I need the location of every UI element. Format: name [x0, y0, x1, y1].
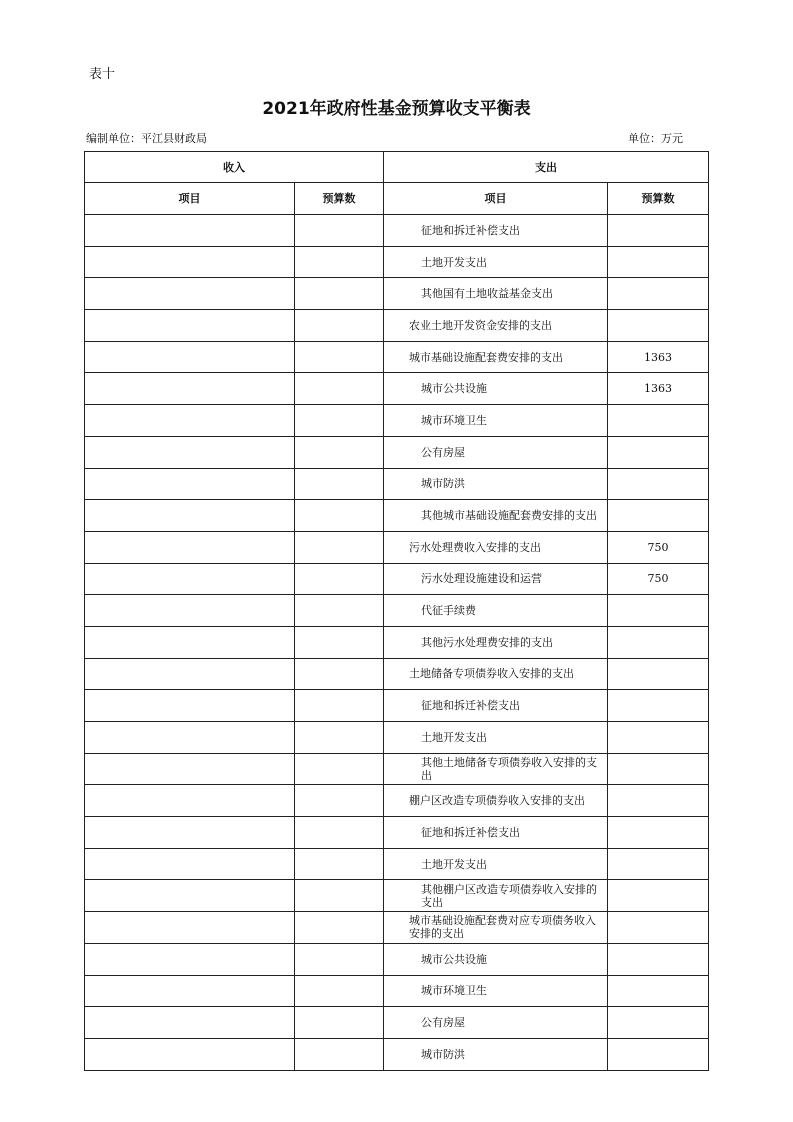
table-row	[85, 215, 709, 247]
expense-item-label: 公有房屋	[421, 1016, 465, 1030]
income-item-cell	[85, 405, 295, 437]
expense-item-header: 项目	[384, 183, 608, 215]
table-row	[85, 278, 709, 310]
income-item-cell	[85, 595, 295, 627]
income-budget-cell	[295, 912, 384, 944]
table-row	[85, 943, 709, 975]
expense-budget-cell	[608, 722, 709, 754]
income-item-cell	[85, 1038, 295, 1070]
income-item-cell	[85, 341, 295, 373]
expense-item-label: 其他污水处理费安排的支出	[421, 635, 553, 649]
income-item-cell	[85, 1007, 295, 1039]
income-budget-cell	[295, 341, 384, 373]
table-row	[85, 817, 709, 849]
table-row	[85, 626, 709, 658]
expense-budget-cell	[608, 468, 709, 500]
table-number: 表十	[89, 67, 116, 82]
income-item-cell	[85, 848, 295, 880]
expense-item-cell	[384, 880, 608, 912]
expense-item-label: 城市防洪	[421, 477, 465, 491]
expense-item-cell	[384, 246, 608, 278]
income-item-cell	[85, 722, 295, 754]
expense-item-label: 城市基础设施配套费安排的支出	[409, 350, 563, 364]
expense-item-cell	[384, 753, 608, 785]
income-budget-cell	[295, 658, 384, 690]
expense-item-label: 城市公共设施	[421, 952, 487, 966]
expense-header: 支出	[384, 152, 709, 183]
expense-item-label: 其他国有土地收益基金支出	[421, 287, 553, 301]
expense-item-label: 棚户区改造专项债券收入安排的支出	[409, 794, 585, 808]
income-item-cell	[85, 246, 295, 278]
expense-item-cell	[384, 722, 608, 754]
table-row	[85, 912, 709, 944]
expense-budget-cell	[608, 690, 709, 722]
expense-item-label: 代征手续费	[421, 604, 476, 618]
income-item-cell	[85, 753, 295, 785]
table-row	[85, 341, 709, 373]
table-row	[85, 405, 709, 437]
income-budget-cell	[295, 690, 384, 722]
expense-budget-cell	[608, 405, 709, 437]
table-row	[85, 722, 709, 754]
expense-item-cell	[384, 785, 608, 817]
expense-budget-cell	[608, 278, 709, 310]
expense-budget-cell	[608, 500, 709, 532]
expense-item-label: 污水处理设施建设和运营	[421, 572, 542, 586]
income-budget-cell	[295, 310, 384, 342]
income-budget-cell	[295, 817, 384, 849]
expense-item-cell	[384, 310, 608, 342]
expense-budget-cell	[608, 753, 709, 785]
income-item-cell	[85, 278, 295, 310]
income-item-cell	[85, 373, 295, 405]
expense-budget-cell: 750	[608, 563, 709, 595]
expense-item-label: 征地和拆迁补偿支出	[421, 699, 520, 713]
expense-budget-cell	[608, 658, 709, 690]
expense-item-label: 污水处理费收入安排的支出	[409, 540, 541, 554]
table-row	[85, 373, 709, 405]
expense-item-label: 城市公共设施	[421, 382, 487, 396]
income-budget-cell	[295, 1038, 384, 1070]
expense-item-label: 农业土地开发资金安排的支出	[409, 318, 552, 332]
expense-budget-cell	[608, 1007, 709, 1039]
expense-item-label: 土地开发支出	[421, 857, 487, 871]
expense-item-cell	[384, 436, 608, 468]
income-header: 收入	[85, 152, 384, 183]
table-body	[85, 215, 709, 1071]
table-row	[85, 595, 709, 627]
expense-item-label: 其他城市基础设施配套费安排的支出	[421, 509, 597, 523]
table-row	[85, 848, 709, 880]
expense-budget-cell	[608, 246, 709, 278]
income-budget-cell	[295, 531, 384, 563]
expense-budget-cell	[608, 912, 709, 944]
income-budget-cell	[295, 722, 384, 754]
expense-budget-cell	[608, 626, 709, 658]
income-item-cell	[85, 975, 295, 1007]
expense-budget-cell	[608, 817, 709, 849]
expense-item-label: 城市环境卫生	[421, 984, 487, 998]
table-row	[85, 563, 709, 595]
income-item-cell	[85, 215, 295, 247]
income-budget-cell	[295, 246, 384, 278]
expense-budget-cell	[608, 215, 709, 247]
income-budget-cell	[295, 405, 384, 437]
table-row	[85, 690, 709, 722]
expense-item-cell	[384, 658, 608, 690]
income-item-cell	[85, 785, 295, 817]
income-item-cell	[85, 531, 295, 563]
expense-item-label: 城市防洪	[421, 1047, 465, 1061]
income-item-cell	[85, 500, 295, 532]
expense-item-label: 公有房屋	[421, 445, 465, 459]
compiler-label: 编制单位：平江县财政局	[86, 132, 207, 145]
expense-item-cell	[384, 215, 608, 247]
expense-item-label: 其他棚户区改造专项债券收入安排的支出	[421, 882, 597, 909]
income-item-cell	[85, 436, 295, 468]
income-item-cell	[85, 943, 295, 975]
income-item-cell	[85, 690, 295, 722]
expense-item-label: 征地和拆迁补偿支出	[421, 825, 520, 839]
expense-budget-cell	[608, 848, 709, 880]
table-row	[85, 785, 709, 817]
income-budget-cell	[295, 278, 384, 310]
expense-item-label: 征地和拆迁补偿支出	[421, 223, 520, 237]
income-budget-cell	[295, 626, 384, 658]
table-row	[85, 1038, 709, 1070]
expense-item-cell	[384, 341, 608, 373]
expense-budget-cell	[608, 310, 709, 342]
income-item-cell	[85, 468, 295, 500]
expense-budget-cell	[608, 880, 709, 912]
expense-item-cell	[384, 531, 608, 563]
expense-item-cell	[384, 468, 608, 500]
column-header-row	[85, 183, 709, 215]
income-item-cell	[85, 310, 295, 342]
table-row	[85, 468, 709, 500]
expense-item-cell	[384, 563, 608, 595]
income-budget-cell	[295, 468, 384, 500]
income-budget-cell	[295, 753, 384, 785]
expense-item-cell	[384, 500, 608, 532]
expense-budget-cell: 1363	[608, 341, 709, 373]
expense-item-cell	[384, 817, 608, 849]
expense-item-label: 土地开发支出	[421, 255, 487, 269]
income-item-cell	[85, 626, 295, 658]
expense-budget-cell: 750	[608, 531, 709, 563]
income-item-cell	[85, 817, 295, 849]
income-budget-cell	[295, 500, 384, 532]
income-item-header: 项目	[85, 183, 295, 215]
income-budget-cell	[295, 848, 384, 880]
income-item-cell	[85, 912, 295, 944]
page-title: 2021年政府性基金预算收支平衡表	[262, 99, 531, 119]
expense-budget-cell: 1363	[608, 373, 709, 405]
expense-item-cell	[384, 1038, 608, 1070]
table-row	[85, 246, 709, 278]
table-row	[85, 310, 709, 342]
expense-item-cell	[384, 690, 608, 722]
income-item-cell	[85, 563, 295, 595]
expense-budget-cell	[608, 1038, 709, 1070]
income-budget-cell	[295, 595, 384, 627]
expense-item-cell	[384, 912, 608, 944]
table-row	[85, 1007, 709, 1039]
income-budget-cell	[295, 1007, 384, 1039]
expense-item-cell	[384, 595, 608, 627]
budget-balance-table	[84, 151, 709, 1071]
expense-item-cell	[384, 1007, 608, 1039]
table-row	[85, 436, 709, 468]
income-budget-cell	[295, 943, 384, 975]
table-row	[85, 880, 709, 912]
expense-budget-cell	[608, 975, 709, 1007]
expense-budget-cell	[608, 943, 709, 975]
income-budget-cell	[295, 215, 384, 247]
unit-label: 单位：万元	[628, 132, 683, 145]
table-row	[85, 975, 709, 1007]
income-budget-cell	[295, 436, 384, 468]
expense-item-label: 土地储备专项债券收入安排的支出	[409, 667, 574, 681]
expense-budget-cell	[608, 595, 709, 627]
expense-item-label: 土地开发支出	[421, 730, 487, 744]
expense-budget-cell	[608, 785, 709, 817]
income-budget-cell	[295, 373, 384, 405]
income-budget-cell	[295, 975, 384, 1007]
income-budget-cell	[295, 880, 384, 912]
expense-item-cell	[384, 405, 608, 437]
expense-item-label: 城市环境卫生	[421, 413, 487, 427]
income-item-cell	[85, 658, 295, 690]
expense-item-cell	[384, 373, 608, 405]
expense-item-cell	[384, 975, 608, 1007]
expense-item-cell	[384, 278, 608, 310]
income-budget-header: 预算数	[295, 183, 384, 215]
expense-budget-header: 预算数	[608, 183, 709, 215]
expense-item-cell	[384, 626, 608, 658]
expense-item-label: 城市基础设施配套费对应专项债务收入安排的支出	[409, 914, 596, 941]
expense-item-cell	[384, 848, 608, 880]
table-row	[85, 531, 709, 563]
income-item-cell	[85, 880, 295, 912]
table-row	[85, 658, 709, 690]
income-budget-cell	[295, 563, 384, 595]
section-header-row	[85, 152, 709, 183]
expense-item-label: 其他土地储备专项债券收入安排的支出	[421, 756, 597, 783]
expense-item-cell	[384, 943, 608, 975]
table-row	[85, 500, 709, 532]
expense-budget-cell	[608, 436, 709, 468]
table-row	[85, 753, 709, 785]
income-budget-cell	[295, 785, 384, 817]
